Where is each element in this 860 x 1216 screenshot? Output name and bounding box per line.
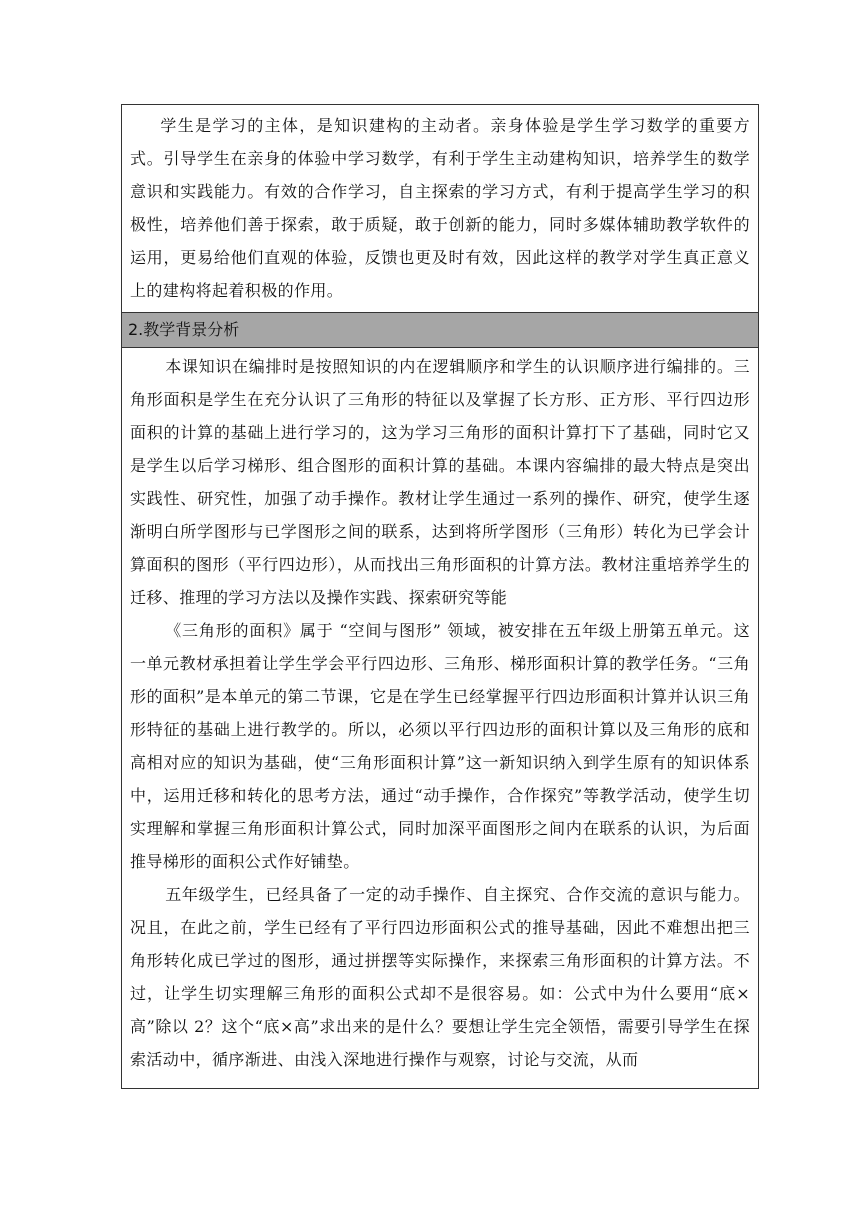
paragraph-student-analysis: 五年级学生，已经具备了一定的动手操作、自主探究、合作交流的意识与能力。况且，在此之前，学生已经有了平行四边形面积公式的推导基础，因此不难想出把三角形转化成已学过的图形，通过拼摆等实际操作，来探索三角形面积的计算方法。不过，让学生切实理解三角形的面积公式却不是很容易。如：公式中为什么要用“底×高”除以 2？这个“底×高”求出来的是什么？要想让学生完全领悟，需要引导学生在探索活动中，循序渐进、由浅入深地进行操作与观察，讨论与交流，从而 <box>130 885 750 1069</box>
background-analysis-cell <box>122 348 758 1088</box>
intro-cell <box>122 105 758 312</box>
document-table <box>121 104 759 1089</box>
paragraph-unit-position: 《三角形的面积》属于 “空间与图形” 领域，被安排在五年级上册第五单元。这一单元教材承担着让学生学会平行四边形、三角形、梯形面积计算的教学任务。“三角形的面积”是本单元的第二节课，它是在学生已经掌握平行四边形面积计算并认识三角形特征的基础上进行教学的。所以，必须以平行四边形的面积计算以及三角形的底和高相对应的知识为基础，使“三角形面积计算”这一新知识纳入到学生原有的知识体系中，运用迁移和转化的思考方法，通过“动手操作，合作探究”等教学活动，使学生切实理解和掌握三角形面积计算公式，同时加深平面图形之间内在联系的认识，为后面推导梯形的面积公式作好铺垫。 <box>130 621 750 871</box>
intro-paragraph: 学生是学习的主体，是知识建构的主动者。亲身体验是学生学习数学的重要方式。引导学生在亲身的体验中学习数学，有利于学生主动建构知识，培养学生的数学意识和实践能力。有效的合作学习，自主探索的学习方式，有利于提高学生学习的积极性，培养他们善于探索，敢于质疑，敢于创新的能力，同时多媒体辅助教学软件的运用，更易给他们直观的体验，反馈也更及时有效，因此这样的教学对学生真正意义上的建构将起着积极的作用。 <box>130 116 750 300</box>
section-header: 2.教学背景分析 <box>122 312 758 348</box>
paragraph-textbook-analysis: 本课知识在编排时是按照知识的内在逻辑顺序和学生的认识顺序进行编排的。三角形面积是学生在充分认识了三角形的特征以及掌握了长方形、正方形、平行四边形面积的计算的基础上进行学习的，这为学习三角形的面积计算打下了基础，同时它又是学生以后学习梯形、组合图形的面积计算的基础。本课内容编排的最大特点是突出实践性、研究性，加强了动手操作。教材让学生通过一系列的操作、研究，使学生逐渐明白所学图形与已学图形之间的联系，达到将所学图形（三角形）转化为已学会计算面积的图形（平行四边形），从而找出三角形面积的计算方法。教材注重培养学生的迁移、推理的学习方法以及操作实践、探索研究等能 <box>130 357 750 607</box>
